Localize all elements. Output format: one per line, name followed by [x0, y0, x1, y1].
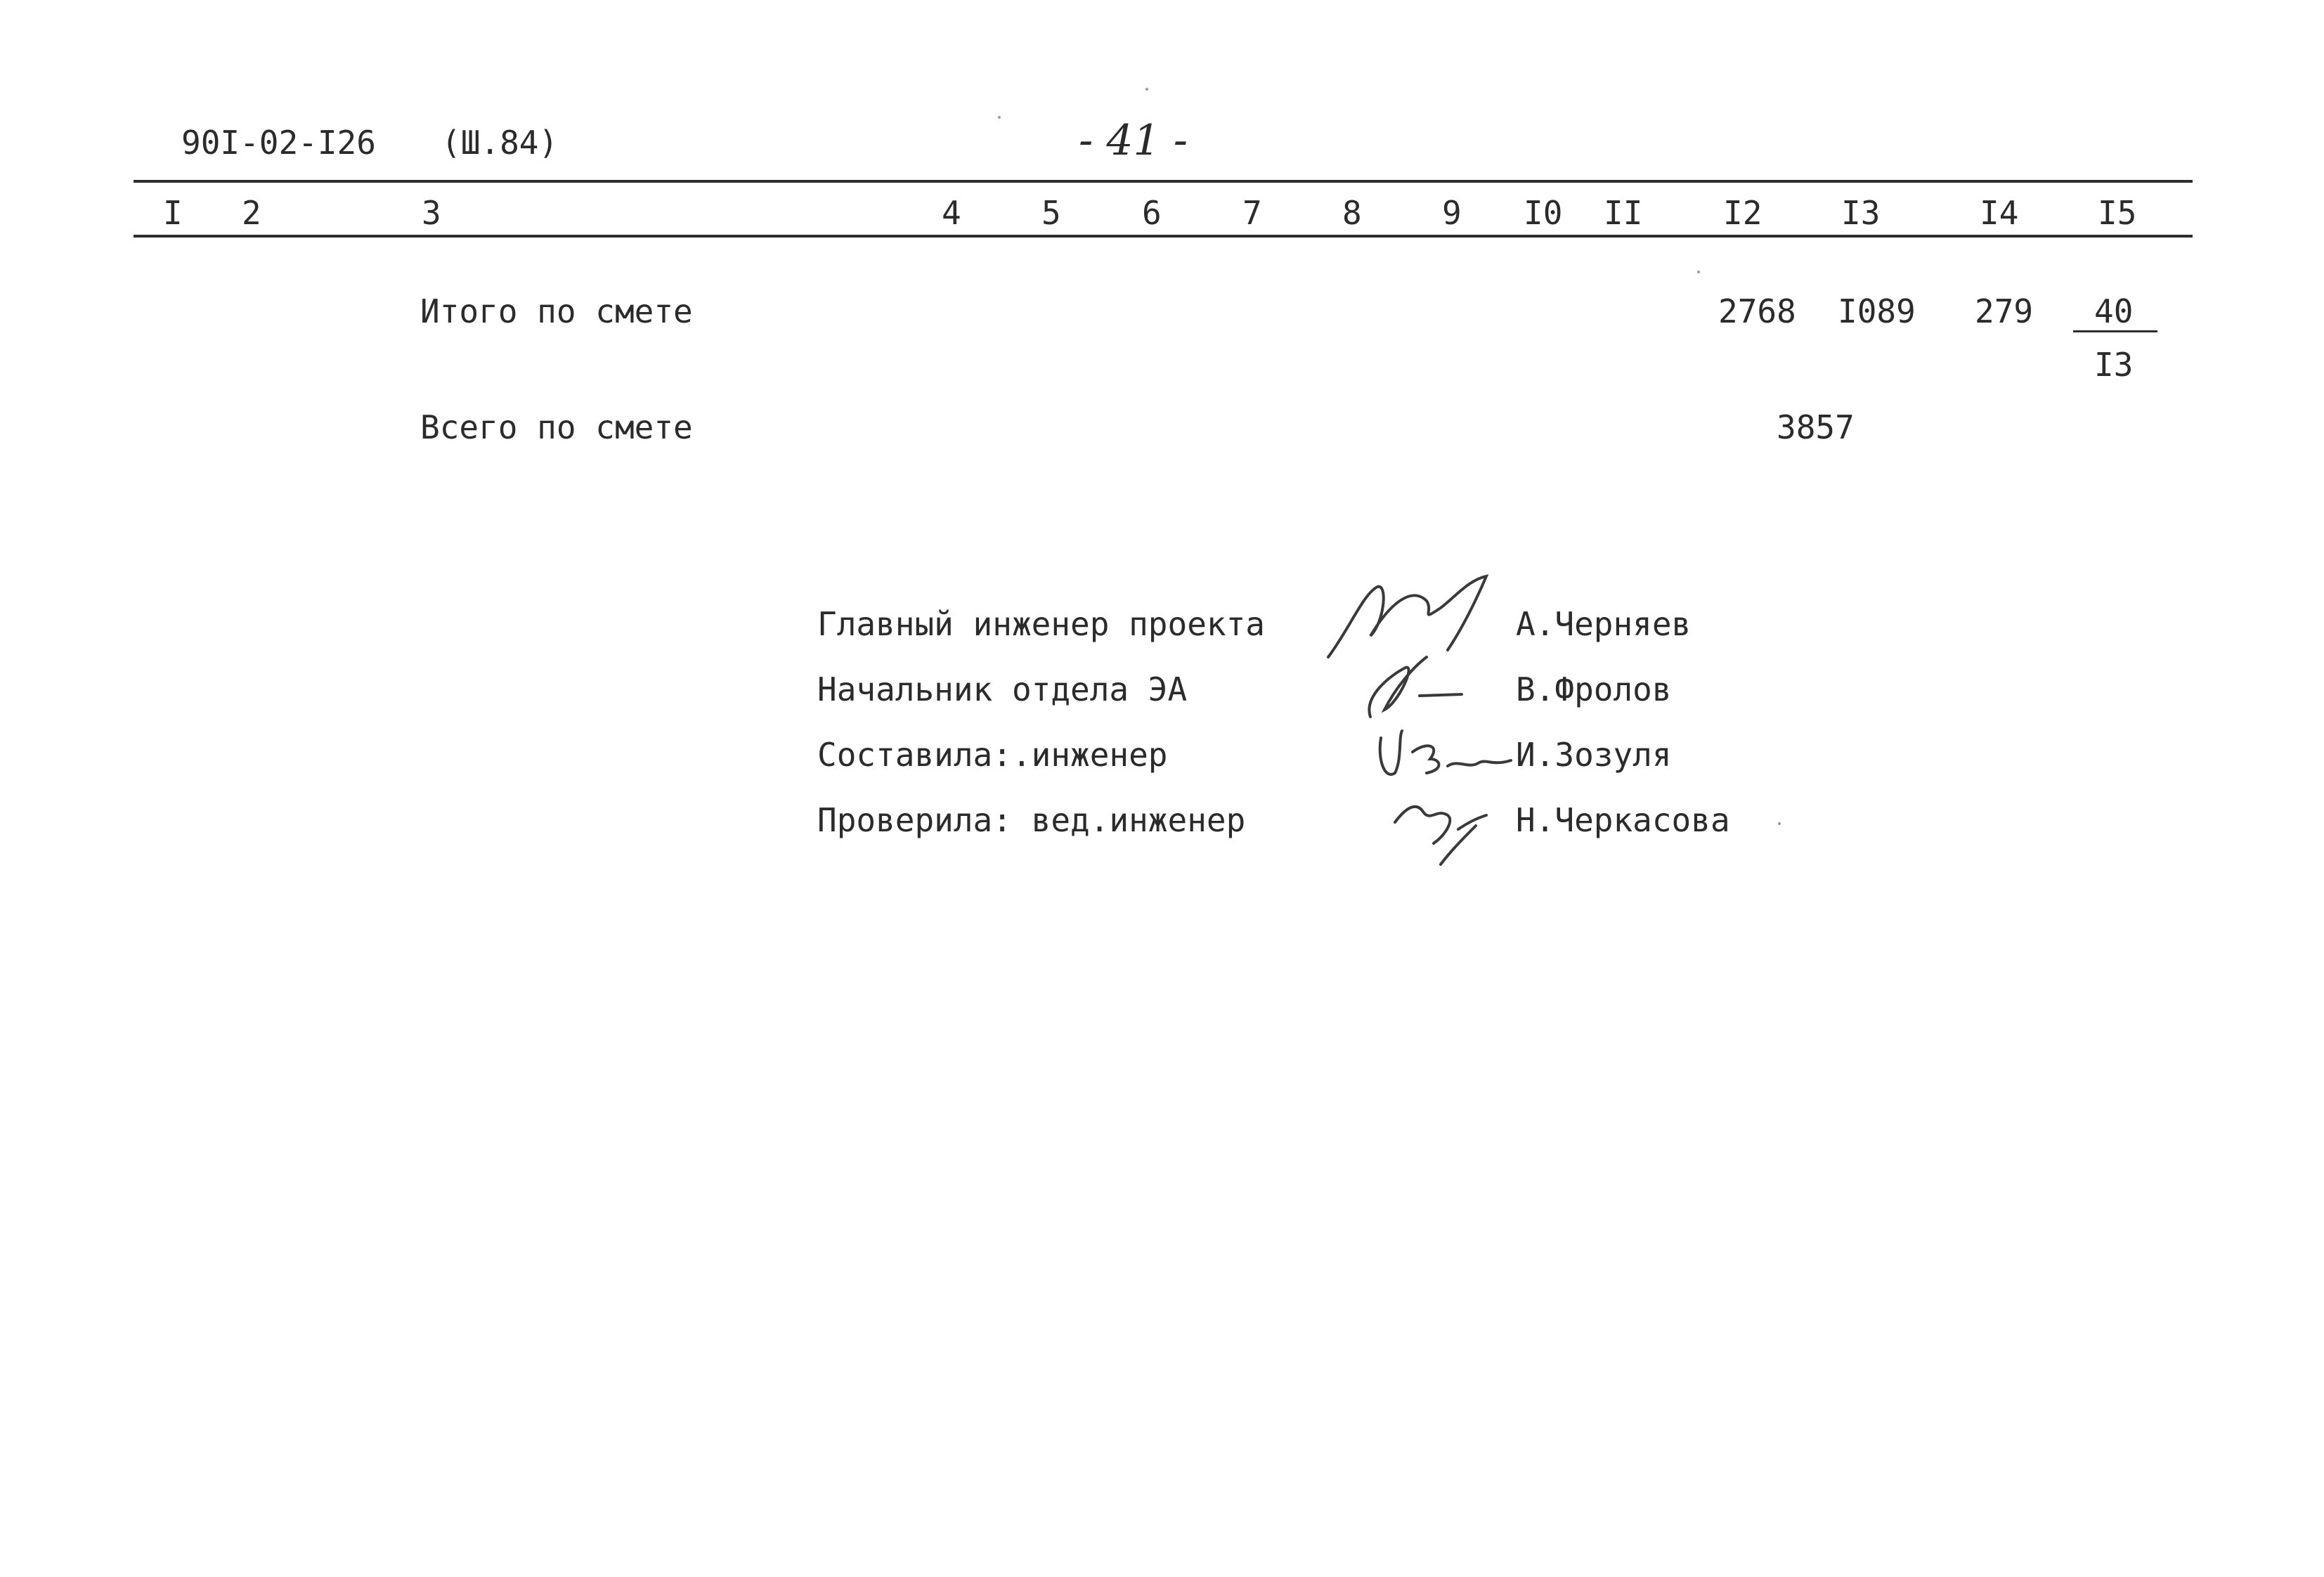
column-header-10: I0 — [1524, 194, 1563, 232]
scan-speck — [1778, 822, 1781, 825]
column-header-13: I3 — [1841, 194, 1881, 232]
itogo-col13-value: I089 — [1838, 292, 1916, 330]
itogo-col15-denominator: I3 — [2094, 346, 2134, 384]
signature-role-1: Главный инженер проекта — [817, 605, 1265, 643]
vsego-value: 3857 — [1777, 408, 1855, 446]
signature-role-2: Начальник отдела ЭА — [817, 670, 1188, 708]
scan-speck — [1697, 271, 1700, 273]
column-header-6: 6 — [1142, 194, 1162, 232]
itogo-col14-value: 279 — [1975, 292, 2034, 330]
signature-name-1: А.Черняев — [1516, 605, 1692, 643]
column-header-5: 5 — [1041, 194, 1061, 232]
column-header-14: I4 — [1980, 194, 2019, 232]
signature-name-4: Н.Черкасова — [1516, 801, 1730, 839]
handwritten-signature-4 — [1388, 787, 1507, 871]
itogo-col12-value: 2768 — [1718, 292, 1796, 330]
column-header-1: I — [163, 194, 183, 232]
column-header-12: I2 — [1723, 194, 1763, 232]
column-header-9: 9 — [1442, 194, 1462, 232]
header-top-rule — [134, 180, 2193, 183]
column-header-4: 4 — [942, 194, 961, 232]
column-header-8: 8 — [1342, 194, 1362, 232]
itogo-col15-numerator: 40 — [2094, 292, 2134, 330]
column-header-3: 3 — [422, 194, 441, 232]
scan-speck — [1145, 88, 1148, 91]
document-code: 90I-02-I26 — [181, 124, 376, 162]
column-header-11: II — [1604, 194, 1643, 232]
column-header-2: 2 — [242, 194, 261, 232]
page-number: - 41 - — [1079, 116, 1188, 165]
vsego-label: Всего по смете — [420, 408, 693, 446]
itogo-label: Итого по смете — [420, 292, 693, 330]
column-header-15: I5 — [2098, 194, 2137, 232]
handwritten-signature-3 — [1370, 717, 1525, 794]
header-bottom-rule — [134, 235, 2193, 238]
column-header-7: 7 — [1242, 194, 1262, 232]
signature-role-3: Составила:.инженер — [817, 736, 1168, 774]
scan-speck — [998, 116, 1001, 119]
sheet-reference: (Ш.84) — [441, 124, 559, 162]
signature-role-4: Проверила: вед.инженер — [817, 801, 1246, 839]
fraction-bar — [2073, 330, 2157, 332]
signature-name-2: В.Фролов — [1516, 670, 1672, 708]
handwritten-signature-2 — [1356, 647, 1497, 724]
signature-name-3: И.Зозуля — [1516, 736, 1672, 774]
